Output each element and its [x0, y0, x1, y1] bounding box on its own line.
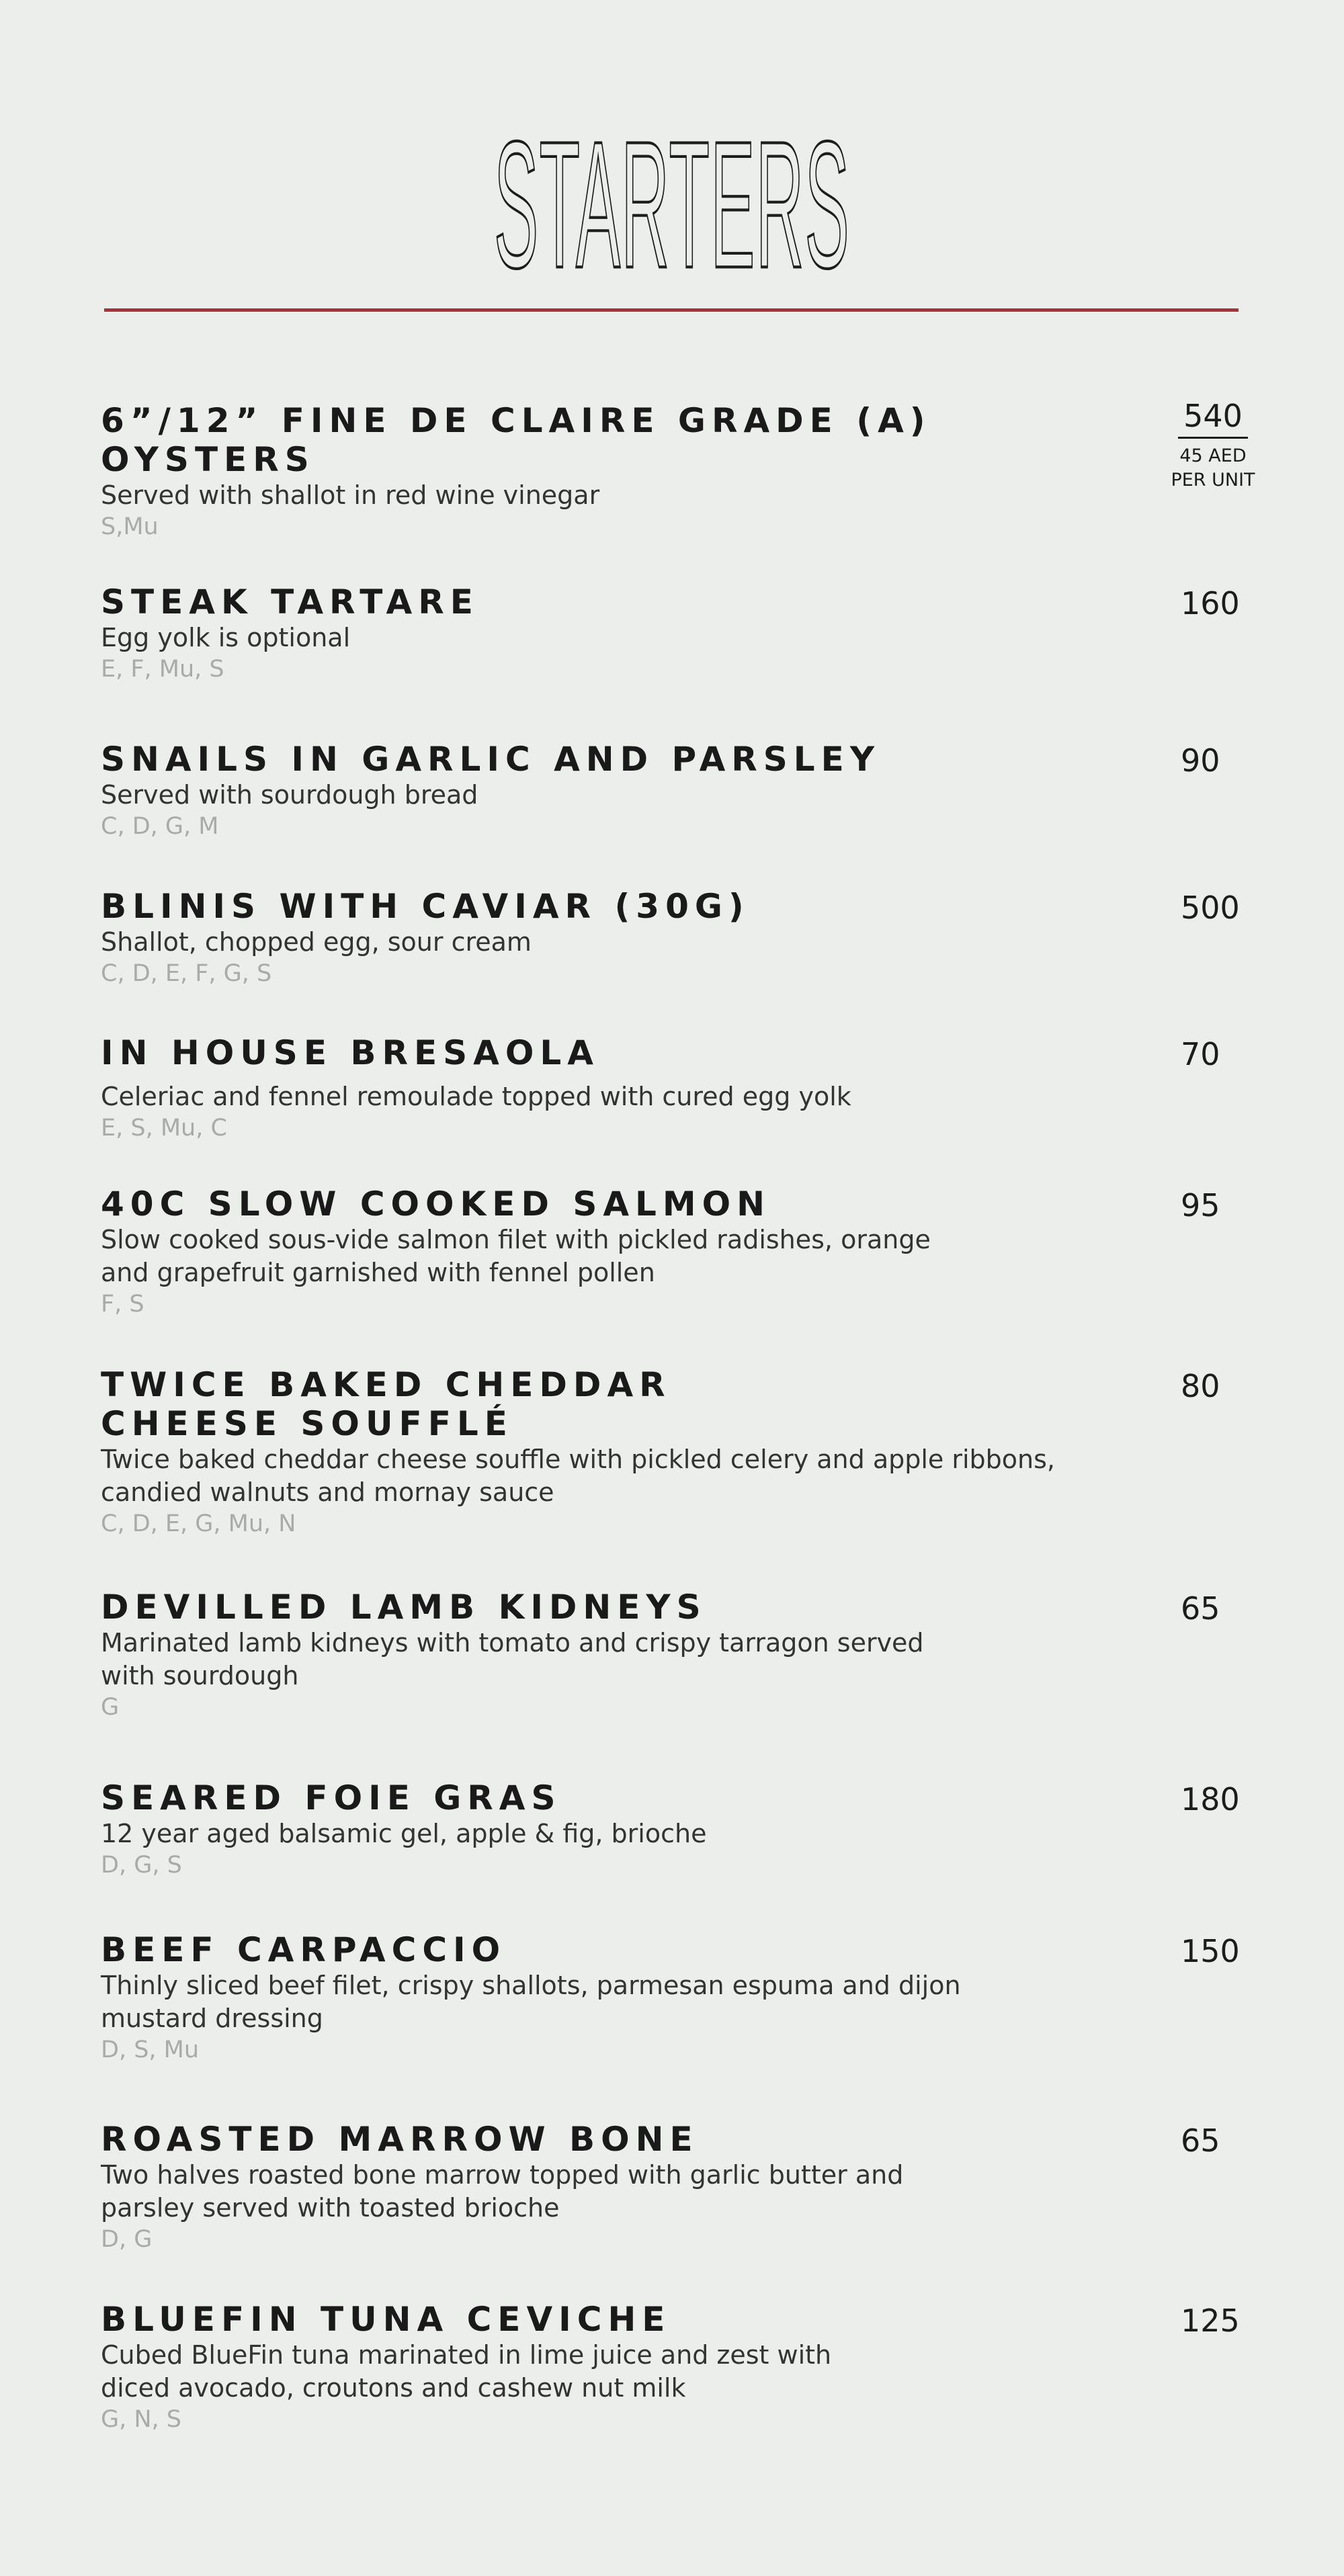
menu-item-snails	[101, 740, 1243, 841]
menu-item-salmon	[101, 1185, 1243, 1319]
item-allergens: D, G	[101, 2226, 153, 2253]
item-description: Served with shallot in red wine vinegar	[101, 480, 600, 510]
item-name: IN HOUSE BRESAOLA	[101, 1033, 599, 1072]
item-price: 125	[1181, 2303, 1240, 2339]
item-description: Twice baked cheddar cheese souffle with pickled celery and apple ribbons, candied walnuts and mornay sauce	[101, 1445, 1056, 1507]
item-allergens: D, G, S	[101, 1852, 182, 1879]
menu-item-lamb-kidneys	[101, 1588, 1243, 1722]
menu-item-souffle	[101, 1365, 1243, 1539]
item-price: 180	[1181, 1781, 1240, 1817]
item-description: Slow cooked sous-vide salmon filet with pickled radishes, orange and grapefruit garnished with fennel pollen	[101, 1225, 931, 1287]
item-allergens: C, D, E, G, Mu, N	[101, 1510, 296, 1537]
item-allergens: C, D, G, M	[101, 813, 219, 840]
price-note-per-unit: PER UNIT	[1171, 470, 1255, 490]
item-allergens: G, N, S	[101, 2406, 182, 2433]
price-underline	[1178, 437, 1248, 439]
price-note-aed: 45 AED	[1179, 445, 1247, 466]
item-price: 70	[1181, 1036, 1220, 1072]
item-name: STEAK TARTARE	[101, 583, 479, 621]
item-description: Marinated lamb kidneys with tomato and crispy tarragon served with sourdough	[101, 1628, 924, 1690]
oysters-price-block	[1166, 398, 1260, 492]
menu-item-oysters	[101, 401, 1243, 542]
item-description: Served with sourdough bread	[101, 780, 478, 810]
menu-item-marrow-bone	[101, 2120, 1243, 2254]
item-name: TWICE BAKED CHEDDAR CHEESE SOUFFLÉ	[101, 1365, 671, 1443]
item-description: Cubed BlueFin tuna marinated in lime juice and zest with diced avocado, croutons and cashew nut milk	[101, 2340, 832, 2403]
menu-item-beef-carpaccio	[101, 1930, 1243, 2065]
item-allergens: E, S, Mu, C	[101, 1115, 227, 1142]
item-name: BLUEFIN TUNA CEVICHE	[101, 2300, 671, 2339]
item-price: 80	[1181, 1368, 1220, 1404]
item-allergens: G	[101, 1694, 120, 1721]
menu-item-bresaola	[101, 1033, 1243, 1143]
item-price: 90	[1181, 742, 1220, 779]
item-allergens: S,Mu	[101, 513, 159, 540]
item-description: 12 year aged balsamic gel, apple & fig, brioche	[101, 1819, 707, 1848]
item-description: Egg yolk is optional	[101, 623, 351, 652]
menu-item-blinis	[101, 887, 1243, 988]
item-allergens: E, F, Mu, S	[101, 656, 224, 683]
item-name: ROASTED MARROW BONE	[101, 2120, 699, 2159]
menu-item-steak-tartare	[101, 583, 1243, 684]
item-description: Celeriac and fennel remoulade topped with cured egg yolk	[101, 1082, 851, 1111]
item-price: 500	[1181, 890, 1240, 926]
item-price: 540	[1183, 398, 1243, 434]
item-allergens: C, D, E, F, G, S	[101, 960, 272, 987]
item-price: 150	[1181, 1933, 1240, 1969]
item-name: BEEF CARPACCIO	[101, 1930, 507, 1969]
title-divider	[104, 308, 1238, 312]
item-description: Shallot, chopped egg, sour cream	[101, 927, 532, 957]
item-name: SEARED FOIE GRAS	[101, 1778, 562, 1817]
item-allergens: D, S, Mu	[101, 2036, 200, 2063]
item-name: 40C SLOW COOKED SALMON	[101, 1185, 771, 1223]
menu-item-foie-gras	[101, 1778, 1243, 1880]
page-title: STARTERS	[494, 103, 850, 306]
item-price: 65	[1181, 2122, 1220, 2159]
item-description: Thinly sliced beef filet, crispy shallots, parmesan espuma and dijon mustard dressing	[101, 1971, 961, 2033]
item-price: 95	[1181, 1187, 1220, 1223]
menu-item-tuna-ceviche	[101, 2300, 1243, 2434]
item-price: 65	[1181, 1590, 1220, 1627]
item-price: 160	[1181, 585, 1240, 621]
item-name: SNAILS IN GARLIC AND PARSLEY	[101, 740, 881, 779]
item-name: 6”/12” FINE DE CLAIRE GRADE (A) OYSTERS	[101, 401, 931, 479]
item-name: DEVILLED LAMB KIDNEYS	[101, 1588, 707, 1627]
item-name: BLINIS WITH CAVIAR (30G)	[101, 887, 750, 926]
item-description: Two halves roasted bone marrow topped with garlic butter and parsley served with toasted brioche	[101, 2160, 904, 2223]
item-allergens: F, S	[101, 1291, 144, 1318]
